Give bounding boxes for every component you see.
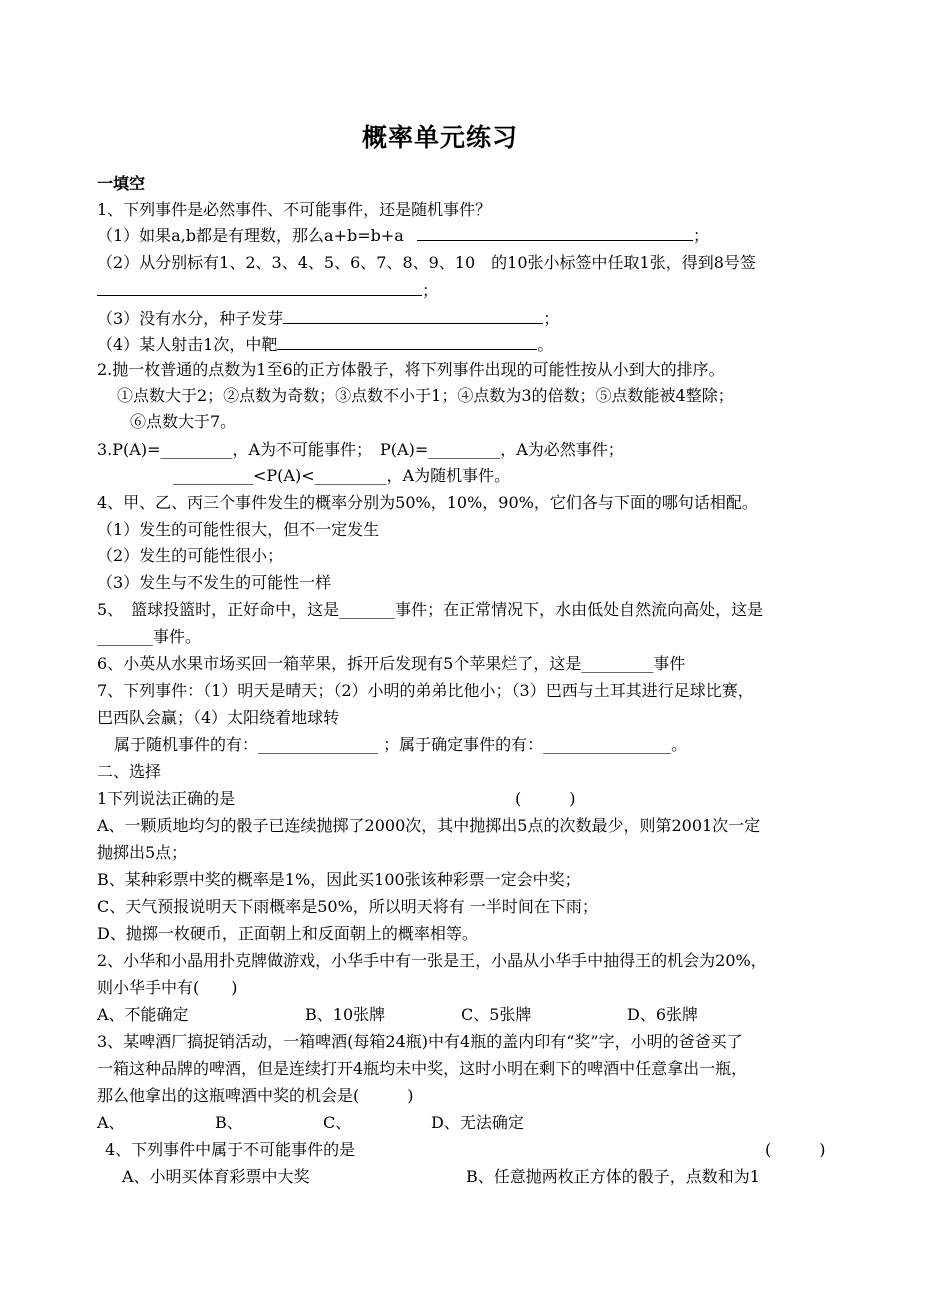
- s2-q4-option-b: B、任意抛两枚正方体的骰子，点数和为1: [466, 1167, 760, 1186]
- q7-line1: 7、下列事件：（1）明天是晴天；（2）小明的弟弟比他小；（3）巴西与土耳其进行足球比赛，: [97, 681, 754, 700]
- q4-option1: （1）发生的可能性很大，但不一定发生: [97, 520, 380, 539]
- q1-part2-end: ；: [422, 281, 439, 300]
- q1-part4-text: （4）某人射击1次，中靶: [97, 335, 278, 354]
- q1-part2: （2）从分别标有1、2、3、4、5、6、7、8、9、10 的10张小标签中任取1张，得到8号签: [97, 253, 756, 272]
- s2-q2-line2: 则小华手中有( ): [97, 978, 238, 997]
- s2-q2-option-d: D、6张牌: [627, 1005, 699, 1024]
- s2-q2-option-b: B、10张牌: [305, 1005, 386, 1024]
- s2-q1-option-a-line1: A、一颗质地均匀的骰子已连续抛掷了2000次，其中抛掷出5点的次数最少，则第2001次一定: [97, 816, 761, 835]
- s2-q3-line2: 一箱这种品牌的啤酒，但是连续打开4瓶均未中奖，这时小明在剩下的啤酒中任意拿出一瓶，: [97, 1059, 748, 1078]
- s2-q3-option-d: D、无法确定: [431, 1113, 524, 1132]
- s2-q3-option-a: A、: [97, 1113, 125, 1132]
- s2-q1-option-a-line2: 抛掷出5点；: [97, 843, 188, 862]
- s2-q4-answer-paren[interactable]: ( ): [765, 1140, 826, 1159]
- s2-q1-stem: 1下列说法正确的是: [97, 789, 236, 808]
- q4-option2: （2）发生的可能性很小；: [97, 546, 284, 565]
- s2-q4-option-a: A、小明买体育彩票中大奖: [122, 1167, 310, 1186]
- q1-part3-blank[interactable]: [283, 307, 543, 324]
- s2-q3-line1: 3、某啤酒厂搞捉销活动，一箱啤酒(每箱24瓶)中有4瓶的盖内印有“奖”字，小明的爸爸买了: [97, 1032, 743, 1051]
- q1-part4-end: 。: [537, 335, 554, 354]
- q1-part2-cont: [97, 279, 438, 303]
- q4-stem: 4、甲、乙、丙三个事件发生的概率分别为50%，10%，90%，它们各与下面的哪句话相配。: [97, 493, 758, 512]
- section1-heading: 一填空: [97, 174, 146, 193]
- s2-q2-line1: 2、小华和小晶用扑克牌做游戏，小华手中有一张是王，小晶从小华手中抽得王的机会为20%，: [97, 951, 767, 970]
- q1-part1-end: ；: [692, 226, 709, 245]
- q3-line1: 3.P(A)=_________，A为不可能事件； P(A)=_________，A为必然事件；: [97, 440, 624, 459]
- q2-options-line2: ⑥点数大于7。: [130, 412, 237, 431]
- q2-options-line1: ①点数大于2；②点数为奇数；③点数不小于1；④点数为3的倍数；⑤点数能被4整除；: [117, 386, 734, 405]
- s2-q1-option-d: D、抛掷一枚硬币，正面朝上和反面朝上的概率相等。: [97, 924, 478, 943]
- q5-line1: 5、 篮球投篮时，正好命中，这是_______事件；在正常情况下，水由低处自然流向高处，这是: [97, 600, 764, 619]
- q1-stem: 1、下列事件是必然事件、不可能事件，还是随机事件？: [97, 200, 492, 219]
- q3-line2: __________<P(A)<_________，A为随机事件。: [173, 466, 511, 485]
- q7-line3: 属于随机事件的有：_______________ ；属于确定事件的有：________________。: [114, 735, 688, 754]
- q2-stem: 2.抛一枚普通的点数为1至6的正方体骰子，将下列事件出现的可能性按从小到大的排序。: [97, 360, 725, 379]
- s2-q4-stem: 4、下列事件中属于不可能事件的是: [105, 1140, 356, 1159]
- q1-part4-blank[interactable]: [277, 333, 537, 350]
- q1-part3-text: （3）没有水分，种子发芽: [97, 309, 284, 328]
- q1-part4: [97, 333, 553, 357]
- page-title: 概率单元练习: [361, 123, 518, 152]
- q1-part1-blank[interactable]: [417, 224, 693, 241]
- q4-option3: （3）发生与不发生的可能性一样: [97, 573, 332, 592]
- s2-q1-answer-paren[interactable]: ( ): [515, 789, 576, 808]
- s2-q3-option-b: B、: [215, 1113, 243, 1132]
- q7-line2: 巴西队会赢；（4）太阳绕着地球转: [97, 708, 340, 727]
- s2-q3-line3: 那么他拿出的这瓶啤酒中奖的机会是( ): [97, 1086, 414, 1105]
- s2-q2-option-c: C、5张牌: [461, 1005, 532, 1024]
- section2-heading: 二、选择: [97, 762, 162, 781]
- q5-line2: _______事件。: [97, 627, 202, 646]
- s2-q1-option-b: B、某种彩票中奖的概率是1%，因此买100张该种彩票一定会中奖；: [97, 870, 581, 889]
- s2-q2-option-a: A、不能确定: [97, 1005, 189, 1024]
- q1-part1: [97, 224, 709, 248]
- s2-q1-option-c: C、天气预报说明天下雨概率是50%，所以明天将有 一半时间在下雨；: [97, 897, 598, 916]
- q1-part1-text: （1）如果a,b都是有理数，那么a+b=b+a: [97, 226, 404, 245]
- q1-part3: [97, 307, 559, 331]
- q1-part3-end: ；: [543, 309, 560, 328]
- q6-text: 6、小英从水果市场买回一箱苹果，拆开后发现有5个苹果烂了，这是_________事件: [97, 654, 686, 673]
- q1-part2-blank[interactable]: [97, 279, 422, 296]
- s2-q3-option-c: C、: [323, 1113, 352, 1132]
